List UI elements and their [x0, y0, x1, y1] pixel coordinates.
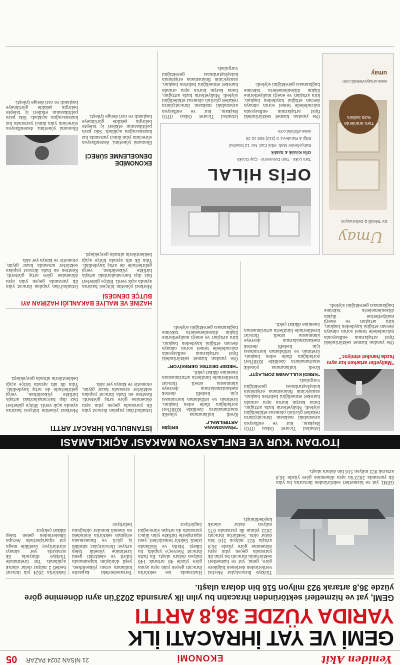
right-bottom-title: EKONOMİDE DENGELENME SÜRECİ: [85, 152, 152, 165]
person-silhouette-icon: [6, 135, 78, 165]
gemi-column-4: Sektörün 2024 yılı ihracat hedefi 2 milyar dolar olarak açıklandı. Yat üretiminde Türkiye dünyada ilk sıralarda yer almayı sürdürüyor; özellikle mega yat siparişlerinde Avrupa ülkelerinden gelen talep dikkat çekiyor.: [6, 527, 66, 575]
gemi-column-2: Haziranda ise sektörün ihracatı geçen yılın aynı ayına göre yüzde 48 artarak 146 milyon dolara ulaştı. En fazla ihracat Norveç'e yapıldı, bu ülkeyi Malta ve Hollanda izledi. Sektör temsilcileri, yeni siparişlerle birlikte yılın ikinci yarısında da artışın süreceğini öngörüyor.: [138, 522, 202, 575]
umay-advertisement: [322, 53, 394, 255]
headline-summary: GEMİ, yat ve hizmetleri sektöründen ihracatın bu yılın ilk yarısında 2023'ün aynı dönemine göre yüzde 36,8 artarak 923 milyon 516 bin dolara ulaştı.: [24, 583, 394, 602]
headline-line-2: YARIDA YÜZDE 36,8 ARTTI: [135, 604, 394, 627]
right-top-title: İSTANBUL'DA İHRACAT ARTTI: [50, 424, 152, 431]
office-photo: [171, 188, 311, 246]
right-bottom-text-b: Ekonomi yönetimi, dezenflasyon sürecinin yılın ikinci yarısında hız kazanacağını açıkladı. Sıkı para politikasının etkileri iç talepte belirgin şekilde görülmeye başlandı ve cari denge iyileşti.: [6, 99, 78, 131]
column-rule: [134, 455, 135, 575]
right-top-text-b: Merkezi yönetim bütçesi haziran ayında açık verdi. Bütçe giderleri faiz dışı harcamalardaki artışla birlikte yükselirken, vergi gelirlerinde de artış kaydedildi. Yılın ilk altı ayında bütçe açığı beklentilerin altında gerçekleşti.: [6, 376, 78, 413]
umay-discount-badge: Tüm ürünlerde %20 indirim: [339, 94, 379, 134]
ito-column-0: Öte yandan hizmet sektöründeki fiyat artışlarının enflasyonla mücadelede temel sorun olmaya devam ettiğini kaydeden başkan, kira artışları ve enerji maliyetlerine ilişkin düzenlemelerin takvime bağlanması gerektiğini söyledi.: [324, 302, 394, 345]
ship-photo: [276, 489, 394, 575]
divider: [6, 308, 152, 309]
gemi-column-1: Türkiye İhracatçılar Meclisi verilerinden derlenen bilgilere göre, gemi, yat ve hizmetleri sektörünün ihracatı bu yılın ilk yarısında geçen yılın aynı dönemine göre yüzde 36,8 artışla 923 milyon 516 bin dolar oldu. Sektörün ihracatı 2023 yılının ilk yarısında 675 milyon dolar olarak kaydedilmişti.: [208, 517, 272, 575]
portrait-photo: [6, 135, 78, 165]
column-rule: [204, 455, 205, 575]
divider: [6, 46, 394, 47]
ito-band-headline: İTO'DAN 'KUR VE ENFLASYON MAKASI' AÇIKLAMASI: [0, 435, 400, 449]
divider: [6, 578, 394, 579]
gemi-photo-caption: GEMİ, yat ve hizmetleri sektöründen ihracatın bu yılın ilk yarısında 2023'ün aynı dönemine göre yüzde 36,8 artarak 923 milyon 516 bin dolara ulaştı.: [276, 469, 394, 485]
umay-website: www.umayevtekstil.com: [342, 79, 387, 84]
right-mid-text-b: İstanbul'dan yapılan ihracat yılın ilk yarısında geçen yılın aynı dönemine göre artış gösterdi. Kentten en fazla ihracat yapılan sektörler arasında hazır giyim, otomotiv ve kimya yer aldı.: [6, 257, 78, 289]
ofis-hilal-features: Tam Lüks · Tam Donanımlı · Çay Ocaklı: [237, 157, 311, 162]
issue-date: 21 NİSAN 2024 PAZAR: [26, 656, 89, 662]
masthead: [0, 650, 400, 665]
page-number: 05: [6, 653, 18, 664]
column-rule: [240, 261, 241, 431]
ofis-hilal-website: www.ofishilal.com: [277, 129, 311, 134]
gemi-column-3: Tersanelerdeki kapasite kullanım oranı yükselirken, yeşil dönüşüm kapsamında hibrit ve elektrikli gemi üretimine yönelik talep artıyor. İhracatçılar, nitelikli iş gücü ve finansmana erişimin sektörün önündeki en önemli konular olduğunu belirtiyor.: [72, 522, 132, 575]
person-silhouette-icon: [324, 369, 394, 431]
ito-column-2: "FİNANSMANA ERİŞİM ARTIRILMALI" Kredi kullanımına yönelik sınırlamaların özellikle KOBİ'leri zorladığını ifade eden başkan, üretimin ve istihdamın korunması için hedefli destek mekanizmalarının devreye alınmasını istedi. İhracat kredilerinde limitlerin artırılmasının önemine dikkat çekti. "HEDEF DESTEK GEREKİYOR" Öte yandan hizmet sektöründeki fiyat artışlarının enflasyonla mücadelede temel sorun olmaya devam ettiğini kaydeden başkan, kira artışları ve enerji maliyetlerine ilişkin düzenlemelerin takvime bağlanması gerektiğini söyledi.: [162, 324, 238, 429]
section-label: EKONOMİ: [176, 653, 224, 663]
ito-column-4: İstanbul Ticaret Odası (İTO) Başkanı, kur ve enflasyon arasındaki makasın ihracatçıların rekabet gücünü olumsuz etkilediğini söyledi. Maliyetlerin hızla arttığını, buna karşın kurun aynı oranda hareket etmediğini belirten başkan, sanayicinin finansmana erişiminin kolaylaştırılması gerektiğini vurguladı.: [162, 66, 238, 119]
umay-brand: Umay: [338, 228, 383, 246]
ofis-hilal-offer: Ofis Kiralık & Satılık: [271, 150, 311, 155]
newspaper-logo: Yeniden Akit: [321, 653, 392, 664]
ito-column-3: Öte yandan hizmet sektöründeki fiyat artışlarının enflasyonla mücadelede temel sorun olmaya devam ettiğini kaydeden başkan, kira artışları ve enerji maliyetlerine ilişkin düzenlemelerin takvime bağlanması gerektiğini söyledi.: [244, 82, 320, 119]
right-top-text-a: İstanbul'dan yapılan ihracat yılın ilk yarısında geçen yılın aynı dönemine göre artış gösterdi. Kentten en fazla ihracat yapılan sektörler arasında hazır giyim, otomotiv ve kimya yer aldı.: [82, 381, 152, 413]
office-interior-illustration: [171, 188, 311, 246]
ito-president-photo: [324, 369, 394, 431]
umay-logo: umay: [371, 69, 387, 75]
umay-tagline: Ev Tekstili & Dekorasyon: [340, 219, 387, 224]
right-mid-text-a: Merkezi yönetim bütçesi haziran ayında açık verdi. Bütçe giderleri faiz dışı harcamalardaki artışla birlikte yükselirken, vergi gelirlerinde de artış kaydedildi. Yılın ilk altı ayında bütçe açığı beklentilerin altında gerçekleşti.: [82, 252, 152, 289]
column-rule: [157, 51, 158, 431]
headline-line-1: GEMİ VE YAT İHRACATI İLK: [127, 626, 394, 649]
ofis-hilal-address: Bahçelievler Mah. Hilal Cad. No: 12 İstanbul: [229, 143, 311, 148]
pull-quote: "Maliyetler artarken kur aynı hızda hareket etmiyor.": [326, 353, 394, 365]
ofis-hilal-title: OFİS HİLAL: [206, 165, 311, 184]
main-headline: [6, 604, 394, 648]
right-mid-title: HAZİNE VE MALİYE BAKANLIĞI HAZİRAN AYI BÜTÇE DENGESİ: [21, 292, 152, 305]
ofis-hilal-advertisement: [160, 123, 320, 255]
ito-column-1: İstanbul Ticaret Odası (İTO) Başkanı, kur ve enflasyon arasındaki makasın ihracatçıların rekabet gücünü olumsuz etkilediğini söyledi. Maliyetlerin hızla arttığını, buna karşın kurun aynı oranda hareket etmediğini belirten başkan, sanayicinin finansmana erişiminin kolaylaştırılması gerektiğini vurguladı. "KREDİ KULLANIMI ZORLAŞTI" Kredi kullanımına yönelik sınırlamaların özellikle KOBİ'leri zorladığını ifade eden başkan, üretimin ve istihdamın korunması için hedefli destek mekanizmalarının devreye alınmasını istedi. İhracat kredilerinde limitlerin artırılmasının önemine dikkat çekti.: [244, 322, 320, 431]
right-bottom-text-a: Ekonomi yönetimi, dezenflasyon sürecinin yılın ikinci yarısında hız kazanacağını açıkladı. Sıkı para politikasının etkileri iç talepte belirgin şekilde görülmeye başlandı ve cari denge iyileşti.: [82, 113, 152, 145]
ofis-hilal-phone: Bilgi & Randevu: 0 (212) 555 10 20: [245, 136, 311, 141]
column-rule: [68, 455, 69, 575]
ship-illustration: [276, 489, 394, 575]
